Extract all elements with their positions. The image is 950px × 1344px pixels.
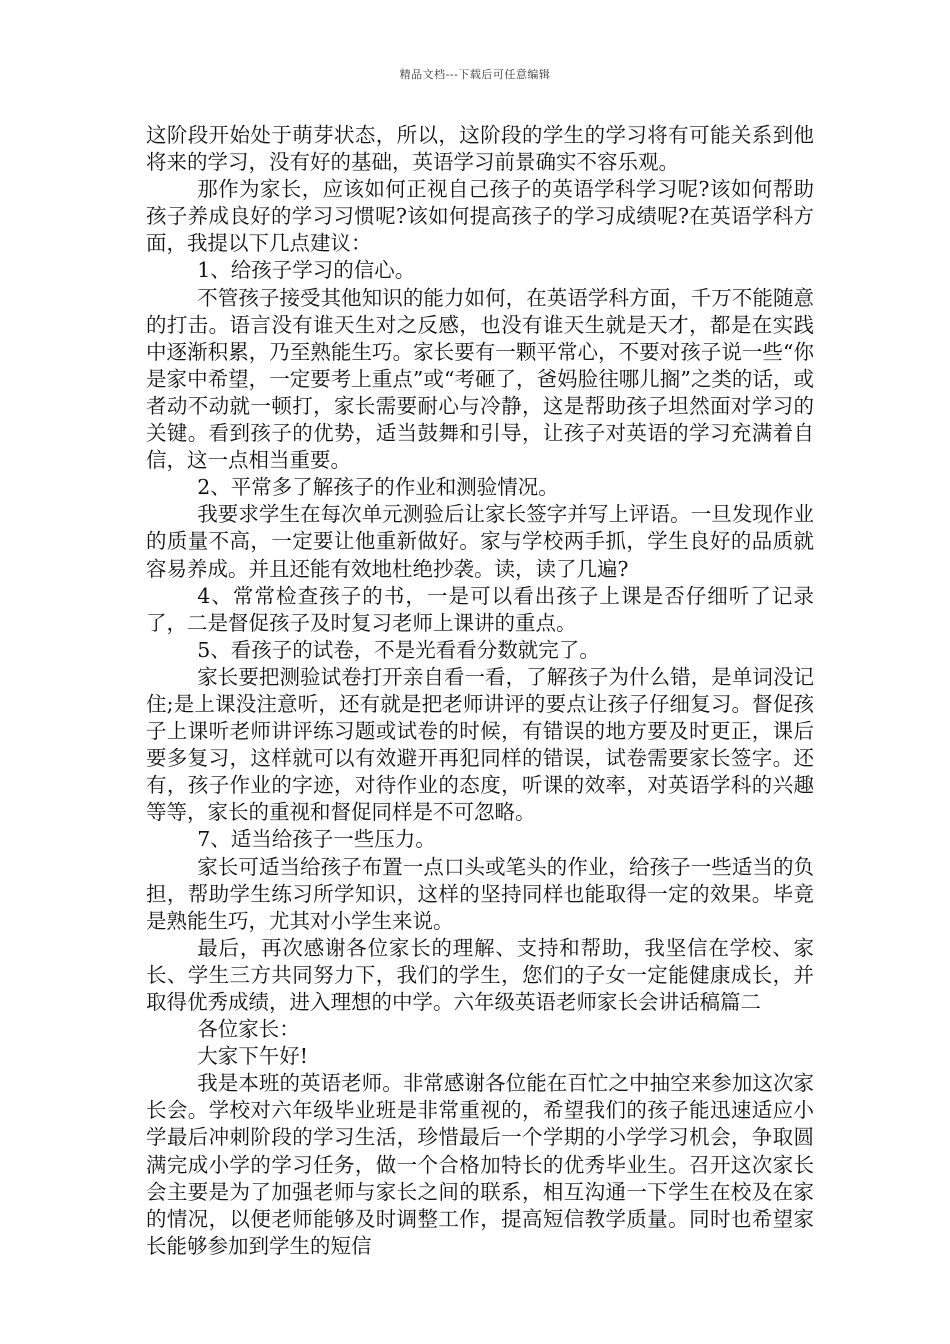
paragraph: 我要求学生在每次单元测验后让家长签字并写上评语。一旦发现作业的质量不高，一定要让他重新做好。家与学校两手抓，学生良好的品质就容易养成。并且还能有效地杜绝抄袭。读，读了几遍? bbox=[146, 502, 814, 581]
list-heading: 1、给孩子学习的信心。 bbox=[197, 258, 416, 283]
list-heading: 7、适当给孩子一些压力。 bbox=[197, 827, 436, 852]
paragraph: 家长要把测验试卷打开亲自看一看，了解孩子为什么错，是单词没记住;是上课没注意听，还有就是把老师讲评的要点让孩子仔细复习。督促孩子上课听老师讲评练习题或试卷的时候，有错误的地方要及时更正，课后要多复习，这样就可以有效避开再犯同样的错误，试卷需要家长签字。还有，孩子作业的字迹，对待作业的态度，听课的效率，对英语学科的兴趣等等，家长的重视和督促同样是不可忽略。 bbox=[146, 664, 814, 825]
paragraph: 最后，再次感谢各位家长的理解、支持和帮助，我坚信在学校、家长、学生三方共同努力下，我们的学生，您们的子女一定能健康成长，并取得优秀成绩，进入理想的中学。六年级英语老师家长会讲话稿篇二 bbox=[146, 935, 814, 1014]
paragraph: 这阶段开始处于萌芽状态，所以，这阶段的学生的学习将有可能关系到他将来的学习，没有好的基础，英语学习前景确实不容乐观。 bbox=[146, 123, 814, 175]
greeting: 大家下午好! bbox=[197, 1044, 308, 1069]
page-header: 精品文档---下载后可任意编辑 bbox=[399, 68, 551, 81]
paragraph: 家长可适当给孩子布置一点口头或笔头的作业，给孩子一些适当的负担，帮助学生练习所学知识，这样的坚持同样也能取得一定的效果。毕竟是熟能生巧，尤其对小学生来说。 bbox=[146, 854, 814, 933]
document-body bbox=[146, 122, 814, 1260]
paragraph: 那作为家长，应该如何正视自己孩子的英语学科学习呢?该如何帮助孩子养成良好的学习习惯呢?该如何提高孩子的学习成绩呢?在英语学科方面，我提以下几点建议： bbox=[146, 177, 814, 256]
paragraph: 不管孩子接受其他知识的能力如何，在英语学科方面，千万不能随意的打击。语言没有谁天生对之反感，也没有谁天生就是天才，都是在实践中逐渐积累，乃至熟能生巧。家长要有一颗平常心，不要对孩子说一些“你是家中希望，一定要考上重点”或“考砸了，爸妈脸往哪儿搁”之类的话，或者动不动就一顿打，家长需要耐心与冷静，这是帮助孩子坦然面对学习的关键。看到孩子的优势，适当鼓舞和引导，让孩子对英语的学习充满着自信，这一点相当重要。 bbox=[146, 285, 814, 473]
list-heading: 5、看孩子的试卷，不是光看看分数就完了。 bbox=[197, 637, 600, 662]
list-heading: 4、常常检查孩子的书，一是可以看出孩子上课是否仔细听了记录了，二是督促孩子及时复习老师上课讲的重点。 bbox=[146, 583, 814, 635]
list-heading: 2、平常多了解孩子的作业和测验情况。 bbox=[197, 475, 559, 500]
paragraph: 我是本班的英语老师。非常感谢各位能在百忙之中抽空来参加这次家长会。学校对六年级毕业班是非常重视的，希望我们的孩子能迅速适应小学最后冲刺阶段的学习生活，珍惜最后一个学期的小学学习机会，争取圆满完成小学的学习任务，做一个合格加特长的优秀毕业生。召开这次家长会主要是为了加强老师与家长之间的联系，相互沟通一下学生在校及在家的情况，以便老师能够及时调整工作，提高短信教学质量。同时也希望家长能够参加到学生的短信 bbox=[146, 1071, 814, 1258]
salutation: 各位家长： bbox=[197, 1017, 300, 1042]
